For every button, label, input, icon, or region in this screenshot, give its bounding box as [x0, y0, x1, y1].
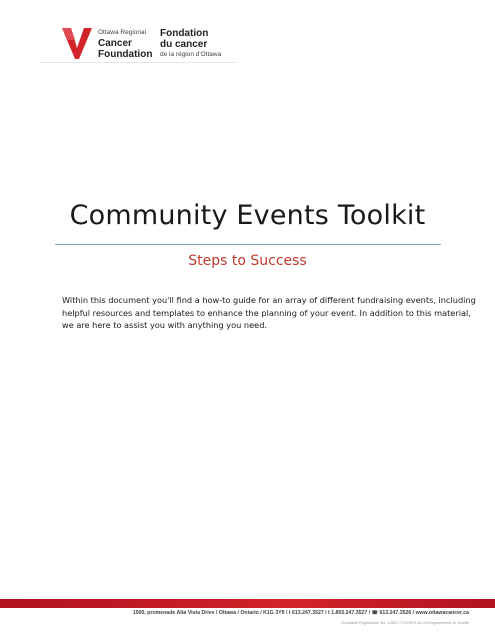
logo-en-line3: Foundation: [98, 49, 153, 60]
intro-paragraph: [62, 294, 476, 332]
document-subtitle: Steps to Success: [188, 253, 307, 269]
logo-en-line1: Ottawa Regional: [98, 29, 147, 36]
logo-fr-line3: de la région d'Ottawa: [160, 51, 222, 58]
intro-line: helpful resources and templates to enhance the planning of your event. In addition to this material,: [62, 307, 471, 318]
logo-fr-line2: du cancer: [160, 39, 208, 50]
footer-color-bar: [0, 599, 495, 608]
intro-line: we are here to assist you with anything you need.: [62, 320, 267, 330]
v-mark-icon: [60, 26, 94, 60]
intro-line: Within this document you'll find a how-to guide for an array of different fundraising events, including: [62, 295, 476, 305]
logo-divider: [40, 62, 236, 63]
logo-english-text: [98, 28, 152, 60]
footer-address: 1500, promenade Alta Vista Drive / Ottawa / Ontario / K1G 3Y9 / t 613.247.3527 / t 1.855.247.3527 / ☎ 613.247.3526 / www.ottawacancer.ca: [132, 610, 469, 616]
title-underline: [55, 244, 441, 245]
logo-fr-line1: Fondation: [160, 28, 209, 39]
foundation-logo: [60, 26, 240, 66]
document-title: Community Events Toolkit: [69, 200, 426, 231]
footer-fine-print: Charitable Registration No. 10812 7178 RR0 No d'enregistrement de charité: [340, 621, 469, 625]
logo-en-line2: Cancer: [98, 38, 132, 49]
logo-french-text: [160, 28, 221, 60]
